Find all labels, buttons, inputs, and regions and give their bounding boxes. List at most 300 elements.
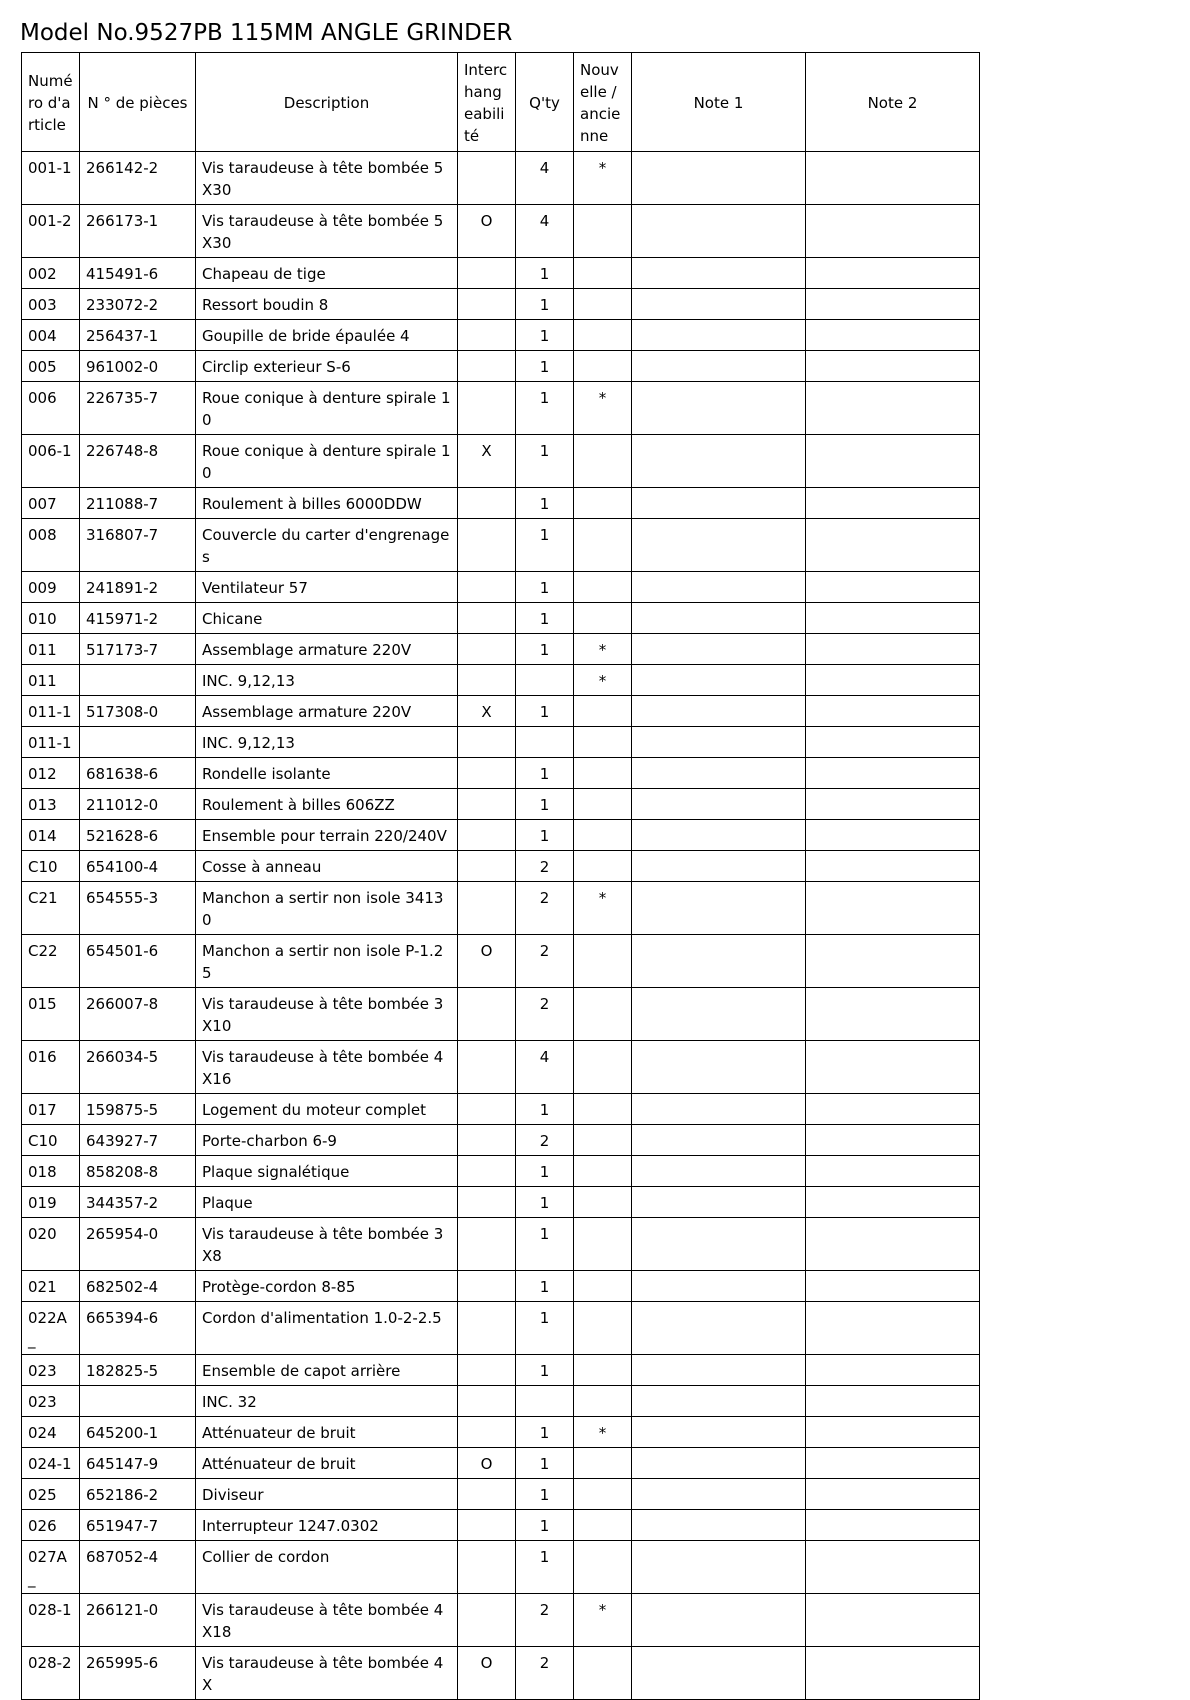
cell-note1 bbox=[632, 1541, 806, 1594]
cell-interchangeability bbox=[458, 758, 516, 789]
cell-note1 bbox=[632, 1417, 806, 1448]
cell-note1 bbox=[632, 1271, 806, 1302]
table-row bbox=[22, 1647, 980, 1700]
cell-interchangeability bbox=[458, 1594, 516, 1647]
cell-note2 bbox=[806, 1271, 980, 1302]
cell-description: Roulement à billes 606ZZ bbox=[196, 789, 458, 820]
cell-item-no: 007 bbox=[22, 488, 80, 519]
header-interchangeability: Interchangeabilité bbox=[458, 53, 516, 152]
cell-part-no: 226735-7 bbox=[80, 382, 196, 435]
cell-item-no: 006-1 bbox=[22, 435, 80, 488]
cell-new-old bbox=[574, 851, 632, 882]
cell-note1 bbox=[632, 1218, 806, 1271]
cell-note1 bbox=[632, 382, 806, 435]
cell-interchangeability bbox=[458, 519, 516, 572]
cell-description: Couvercle du carter d'engrenages bbox=[196, 519, 458, 572]
cell-item-no: 016 bbox=[22, 1041, 80, 1094]
table-row bbox=[22, 1594, 980, 1647]
cell-qty: 1 bbox=[516, 1271, 574, 1302]
cell-interchangeability bbox=[458, 851, 516, 882]
table-row bbox=[22, 1302, 980, 1355]
cell-note2 bbox=[806, 1594, 980, 1647]
cell-part-no: 415491-6 bbox=[80, 258, 196, 289]
cell-note1 bbox=[632, 1448, 806, 1479]
table-row bbox=[22, 519, 980, 572]
cell-note1 bbox=[632, 988, 806, 1041]
cell-description: Vis taraudeuse à tête bombée 4X bbox=[196, 1647, 458, 1700]
cell-qty: 2 bbox=[516, 851, 574, 882]
cell-new-old bbox=[574, 696, 632, 727]
cell-description: Ensemble pour terrain 220/240V bbox=[196, 820, 458, 851]
cell-note1 bbox=[632, 1156, 806, 1187]
cell-qty: 1 bbox=[516, 382, 574, 435]
cell-qty: 1 bbox=[516, 1355, 574, 1386]
cell-new-old bbox=[574, 258, 632, 289]
cell-qty: 1 bbox=[516, 1156, 574, 1187]
cell-note1 bbox=[632, 1647, 806, 1700]
cell-qty: 4 bbox=[516, 1041, 574, 1094]
cell-note2 bbox=[806, 382, 980, 435]
cell-interchangeability bbox=[458, 1386, 516, 1417]
cell-note1 bbox=[632, 1594, 806, 1647]
cell-note1 bbox=[632, 289, 806, 320]
cell-new-old: * bbox=[574, 1417, 632, 1448]
cell-note2 bbox=[806, 488, 980, 519]
cell-new-old bbox=[574, 1647, 632, 1700]
cell-qty: 1 bbox=[516, 572, 574, 603]
cell-part-no: 256437-1 bbox=[80, 320, 196, 351]
cell-item-no: 025 bbox=[22, 1479, 80, 1510]
cell-note1 bbox=[632, 634, 806, 665]
cell-new-old bbox=[574, 1541, 632, 1594]
cell-note2 bbox=[806, 789, 980, 820]
table-row bbox=[22, 1156, 980, 1187]
cell-item-no: 010 bbox=[22, 603, 80, 634]
cell-interchangeability bbox=[458, 603, 516, 634]
table-row bbox=[22, 1510, 980, 1541]
cell-part-no: 645200-1 bbox=[80, 1417, 196, 1448]
cell-part-no: 233072-2 bbox=[80, 289, 196, 320]
cell-part-no: 681638-6 bbox=[80, 758, 196, 789]
cell-qty: 2 bbox=[516, 988, 574, 1041]
cell-interchangeability bbox=[458, 727, 516, 758]
cell-part-no: 265995-6 bbox=[80, 1647, 196, 1700]
cell-part-no: 211088-7 bbox=[80, 488, 196, 519]
cell-item-no: 020 bbox=[22, 1218, 80, 1271]
cell-note2 bbox=[806, 634, 980, 665]
cell-item-no: 004 bbox=[22, 320, 80, 351]
cell-note2 bbox=[806, 935, 980, 988]
cell-qty: 1 bbox=[516, 1510, 574, 1541]
cell-new-old: * bbox=[574, 152, 632, 205]
cell-interchangeability bbox=[458, 665, 516, 696]
cell-qty: 1 bbox=[516, 789, 574, 820]
cell-qty: 1 bbox=[516, 258, 574, 289]
cell-description: Vis taraudeuse à tête bombée 5X30 bbox=[196, 205, 458, 258]
cell-note1 bbox=[632, 820, 806, 851]
cell-interchangeability: O bbox=[458, 1448, 516, 1479]
cell-item-no: 009 bbox=[22, 572, 80, 603]
header-new-old: Nouvelle / ancienne bbox=[574, 53, 632, 152]
cell-qty: 1 bbox=[516, 488, 574, 519]
cell-note2 bbox=[806, 519, 980, 572]
cell-note2 bbox=[806, 1355, 980, 1386]
cell-note2 bbox=[806, 820, 980, 851]
cell-part-no: 241891-2 bbox=[80, 572, 196, 603]
cell-interchangeability bbox=[458, 1355, 516, 1386]
cell-qty: 1 bbox=[516, 519, 574, 572]
cell-item-no: 005 bbox=[22, 351, 80, 382]
cell-note1 bbox=[632, 727, 806, 758]
cell-note2 bbox=[806, 696, 980, 727]
cell-description: Assemblage armature 220V bbox=[196, 696, 458, 727]
table-row bbox=[22, 1541, 980, 1594]
header-qty: Q'ty bbox=[516, 53, 574, 152]
cell-interchangeability: X bbox=[458, 696, 516, 727]
cell-description: Assemblage armature 220V bbox=[196, 634, 458, 665]
table-row bbox=[22, 1386, 980, 1417]
cell-part-no: 654100-4 bbox=[80, 851, 196, 882]
header-part-no: N ° de pièces bbox=[80, 53, 196, 152]
cell-interchangeability bbox=[458, 789, 516, 820]
cell-note2 bbox=[806, 1125, 980, 1156]
cell-note1 bbox=[632, 258, 806, 289]
header-note2: Note 2 bbox=[806, 53, 980, 152]
table-row bbox=[22, 851, 980, 882]
cell-description: Diviseur bbox=[196, 1479, 458, 1510]
cell-new-old bbox=[574, 320, 632, 351]
cell-note1 bbox=[632, 572, 806, 603]
cell-qty: 1 bbox=[516, 758, 574, 789]
table-row bbox=[22, 820, 980, 851]
cell-note2 bbox=[806, 1479, 980, 1510]
cell-description: Plaque signalétique bbox=[196, 1156, 458, 1187]
table-row bbox=[22, 1187, 980, 1218]
cell-part-no: 651947-7 bbox=[80, 1510, 196, 1541]
cell-item-no: 011 bbox=[22, 665, 80, 696]
cell-new-old bbox=[574, 572, 632, 603]
cell-qty: 1 bbox=[516, 289, 574, 320]
cell-interchangeability bbox=[458, 351, 516, 382]
cell-qty: 1 bbox=[516, 1417, 574, 1448]
cell-qty: 2 bbox=[516, 1125, 574, 1156]
cell-interchangeability bbox=[458, 1218, 516, 1271]
cell-description: INC. 9,12,13 bbox=[196, 727, 458, 758]
cell-qty bbox=[516, 727, 574, 758]
page-title: Model No.9527PB 115MM ANGLE GRINDER bbox=[20, 20, 513, 46]
cell-note1 bbox=[632, 1187, 806, 1218]
table-row bbox=[22, 435, 980, 488]
cell-part-no bbox=[80, 1386, 196, 1417]
cell-note1 bbox=[632, 1302, 806, 1355]
cell-item-no: 006 bbox=[22, 382, 80, 435]
cell-interchangeability bbox=[458, 382, 516, 435]
table-row bbox=[22, 1125, 980, 1156]
table-row bbox=[22, 603, 980, 634]
cell-item-no: 022A_ bbox=[22, 1302, 80, 1355]
cell-description: Chicane bbox=[196, 603, 458, 634]
table-row bbox=[22, 1479, 980, 1510]
table-row bbox=[22, 1448, 980, 1479]
cell-description: Logement du moteur complet bbox=[196, 1094, 458, 1125]
cell-description: Vis taraudeuse à tête bombée 3X8 bbox=[196, 1218, 458, 1271]
cell-qty: 1 bbox=[516, 1302, 574, 1355]
cell-part-no: 316807-7 bbox=[80, 519, 196, 572]
cell-description: Roue conique à denture spirale 10 bbox=[196, 435, 458, 488]
cell-item-no: 011-1 bbox=[22, 696, 80, 727]
cell-description: Rondelle isolante bbox=[196, 758, 458, 789]
cell-note2 bbox=[806, 603, 980, 634]
cell-new-old bbox=[574, 727, 632, 758]
cell-note2 bbox=[806, 758, 980, 789]
cell-new-old bbox=[574, 1355, 632, 1386]
parts-table bbox=[21, 52, 980, 1700]
cell-note2 bbox=[806, 435, 980, 488]
header-item-no: Numéro d'article bbox=[22, 53, 80, 152]
cell-qty: 1 bbox=[516, 820, 574, 851]
cell-interchangeability bbox=[458, 572, 516, 603]
cell-note1 bbox=[632, 205, 806, 258]
cell-interchangeability bbox=[458, 1094, 516, 1125]
cell-qty: 2 bbox=[516, 882, 574, 935]
table-row bbox=[22, 1218, 980, 1271]
cell-description: Cosse à anneau bbox=[196, 851, 458, 882]
cell-note1 bbox=[632, 1386, 806, 1417]
cell-note1 bbox=[632, 882, 806, 935]
cell-part-no: 266007-8 bbox=[80, 988, 196, 1041]
cell-description: Vis taraudeuse à tête bombée 4X16 bbox=[196, 1041, 458, 1094]
cell-part-no: 265954-0 bbox=[80, 1218, 196, 1271]
cell-note1 bbox=[632, 435, 806, 488]
cell-part-no: 517308-0 bbox=[80, 696, 196, 727]
cell-part-no: 682502-4 bbox=[80, 1271, 196, 1302]
header-note1: Note 1 bbox=[632, 53, 806, 152]
cell-item-no: 015 bbox=[22, 988, 80, 1041]
cell-note2 bbox=[806, 851, 980, 882]
cell-new-old: * bbox=[574, 382, 632, 435]
cell-description: Vis taraudeuse à tête bombée 3X10 bbox=[196, 988, 458, 1041]
cell-item-no: 003 bbox=[22, 289, 80, 320]
cell-description: Cordon d'alimentation 1.0-2-2.5 bbox=[196, 1302, 458, 1355]
cell-interchangeability bbox=[458, 1271, 516, 1302]
cell-description: Vis taraudeuse à tête bombée 5X30 bbox=[196, 152, 458, 205]
cell-note1 bbox=[632, 665, 806, 696]
cell-part-no: 652186-2 bbox=[80, 1479, 196, 1510]
cell-new-old bbox=[574, 1187, 632, 1218]
table-row bbox=[22, 1041, 980, 1094]
cell-item-no: 017 bbox=[22, 1094, 80, 1125]
cell-qty: 1 bbox=[516, 351, 574, 382]
table-row bbox=[22, 289, 980, 320]
cell-part-no: 226748-8 bbox=[80, 435, 196, 488]
cell-qty: 1 bbox=[516, 1448, 574, 1479]
cell-interchangeability bbox=[458, 488, 516, 519]
cell-note2 bbox=[806, 289, 980, 320]
cell-qty bbox=[516, 1386, 574, 1417]
cell-part-no: 654555-3 bbox=[80, 882, 196, 935]
cell-note2 bbox=[806, 882, 980, 935]
cell-item-no: 023 bbox=[22, 1355, 80, 1386]
cell-item-no: C22 bbox=[22, 935, 80, 988]
cell-item-no: 013 bbox=[22, 789, 80, 820]
table-row bbox=[22, 758, 980, 789]
table-header-row bbox=[22, 53, 980, 152]
table-row bbox=[22, 205, 980, 258]
cell-note1 bbox=[632, 935, 806, 988]
cell-note2 bbox=[806, 1187, 980, 1218]
cell-interchangeability bbox=[458, 988, 516, 1041]
table-row bbox=[22, 1417, 980, 1448]
cell-description: Ensemble de capot arrière bbox=[196, 1355, 458, 1386]
cell-item-no: C10 bbox=[22, 851, 80, 882]
cell-note1 bbox=[632, 1125, 806, 1156]
table-row bbox=[22, 665, 980, 696]
cell-part-no: 344357-2 bbox=[80, 1187, 196, 1218]
cell-part-no: 961002-0 bbox=[80, 351, 196, 382]
cell-note1 bbox=[632, 1094, 806, 1125]
cell-item-no: 023 bbox=[22, 1386, 80, 1417]
cell-description: Interrupteur 1247.0302 bbox=[196, 1510, 458, 1541]
cell-new-old bbox=[574, 488, 632, 519]
cell-interchangeability bbox=[458, 320, 516, 351]
cell-part-no: 643927-7 bbox=[80, 1125, 196, 1156]
cell-item-no: 002 bbox=[22, 258, 80, 289]
cell-item-no: C21 bbox=[22, 882, 80, 935]
cell-description: Circlip exterieur S-6 bbox=[196, 351, 458, 382]
cell-interchangeability: O bbox=[458, 935, 516, 988]
cell-interchangeability bbox=[458, 1125, 516, 1156]
cell-note2 bbox=[806, 1448, 980, 1479]
cell-note2 bbox=[806, 152, 980, 205]
cell-note1 bbox=[632, 758, 806, 789]
cell-new-old bbox=[574, 205, 632, 258]
cell-new-old: * bbox=[574, 634, 632, 665]
cell-item-no: 027A_ bbox=[22, 1541, 80, 1594]
cell-new-old bbox=[574, 519, 632, 572]
cell-interchangeability bbox=[458, 820, 516, 851]
cell-interchangeability bbox=[458, 1302, 516, 1355]
cell-item-no: 024-1 bbox=[22, 1448, 80, 1479]
cell-part-no: 645147-9 bbox=[80, 1448, 196, 1479]
cell-qty: 1 bbox=[516, 1541, 574, 1594]
cell-new-old bbox=[574, 789, 632, 820]
cell-interchangeability bbox=[458, 1510, 516, 1541]
cell-interchangeability bbox=[458, 1156, 516, 1187]
cell-interchangeability bbox=[458, 1041, 516, 1094]
cell-item-no: 011 bbox=[22, 634, 80, 665]
cell-qty: 1 bbox=[516, 1187, 574, 1218]
cell-new-old bbox=[574, 1271, 632, 1302]
cell-item-no: 018 bbox=[22, 1156, 80, 1187]
cell-new-old bbox=[574, 1218, 632, 1271]
cell-note1 bbox=[632, 152, 806, 205]
cell-note2 bbox=[806, 1302, 980, 1355]
table-row bbox=[22, 351, 980, 382]
cell-note2 bbox=[806, 1417, 980, 1448]
table-row bbox=[22, 488, 980, 519]
table-row bbox=[22, 320, 980, 351]
cell-new-old bbox=[574, 820, 632, 851]
cell-note1 bbox=[632, 1510, 806, 1541]
cell-new-old: * bbox=[574, 882, 632, 935]
cell-new-old: * bbox=[574, 1594, 632, 1647]
cell-part-no: 266173-1 bbox=[80, 205, 196, 258]
cell-interchangeability bbox=[458, 1187, 516, 1218]
cell-qty: 2 bbox=[516, 1594, 574, 1647]
cell-new-old bbox=[574, 351, 632, 382]
cell-interchangeability: O bbox=[458, 1647, 516, 1700]
cell-item-no: 001-1 bbox=[22, 152, 80, 205]
cell-new-old bbox=[574, 603, 632, 634]
table-row bbox=[22, 696, 980, 727]
cell-item-no: 008 bbox=[22, 519, 80, 572]
cell-qty bbox=[516, 665, 574, 696]
cell-item-no: 001-2 bbox=[22, 205, 80, 258]
cell-new-old bbox=[574, 1479, 632, 1510]
cell-new-old: * bbox=[574, 665, 632, 696]
cell-note1 bbox=[632, 1479, 806, 1510]
cell-description: Atténuateur de bruit bbox=[196, 1448, 458, 1479]
cell-new-old bbox=[574, 1448, 632, 1479]
cell-part-no bbox=[80, 665, 196, 696]
cell-part-no: 211012-0 bbox=[80, 789, 196, 820]
cell-description: Collier de cordon bbox=[196, 1541, 458, 1594]
cell-new-old bbox=[574, 435, 632, 488]
cell-qty: 2 bbox=[516, 935, 574, 988]
cell-item-no: 019 bbox=[22, 1187, 80, 1218]
cell-qty: 1 bbox=[516, 435, 574, 488]
cell-note1 bbox=[632, 488, 806, 519]
cell-new-old bbox=[574, 1041, 632, 1094]
cell-note2 bbox=[806, 1218, 980, 1271]
cell-qty: 1 bbox=[516, 1218, 574, 1271]
cell-note2 bbox=[806, 1510, 980, 1541]
table-row bbox=[22, 258, 980, 289]
cell-description: Plaque bbox=[196, 1187, 458, 1218]
cell-description: Chapeau de tige bbox=[196, 258, 458, 289]
cell-description: Ventilateur 57 bbox=[196, 572, 458, 603]
cell-item-no: 028-1 bbox=[22, 1594, 80, 1647]
cell-note2 bbox=[806, 205, 980, 258]
cell-interchangeability bbox=[458, 152, 516, 205]
cell-new-old bbox=[574, 289, 632, 320]
cell-description: Roulement à billes 6000DDW bbox=[196, 488, 458, 519]
table-row bbox=[22, 382, 980, 435]
cell-note2 bbox=[806, 665, 980, 696]
cell-note1 bbox=[632, 603, 806, 634]
cell-qty: 1 bbox=[516, 1479, 574, 1510]
header-description: Description bbox=[196, 53, 458, 152]
cell-description: INC. 9,12,13 bbox=[196, 665, 458, 696]
table-row bbox=[22, 634, 980, 665]
cell-qty: 4 bbox=[516, 152, 574, 205]
cell-note2 bbox=[806, 988, 980, 1041]
cell-note2 bbox=[806, 1541, 980, 1594]
cell-new-old bbox=[574, 1510, 632, 1541]
cell-interchangeability bbox=[458, 1417, 516, 1448]
cell-part-no: 266121-0 bbox=[80, 1594, 196, 1647]
table-row bbox=[22, 1094, 980, 1125]
cell-description: Manchon a sertir non isole P-1.25 bbox=[196, 935, 458, 988]
cell-description: INC. 32 bbox=[196, 1386, 458, 1417]
cell-new-old bbox=[574, 1125, 632, 1156]
cell-part-no: 521628-6 bbox=[80, 820, 196, 851]
cell-qty: 1 bbox=[516, 696, 574, 727]
cell-part-no: 159875-5 bbox=[80, 1094, 196, 1125]
cell-item-no: 021 bbox=[22, 1271, 80, 1302]
cell-note1 bbox=[632, 851, 806, 882]
cell-part-no: 654501-6 bbox=[80, 935, 196, 988]
